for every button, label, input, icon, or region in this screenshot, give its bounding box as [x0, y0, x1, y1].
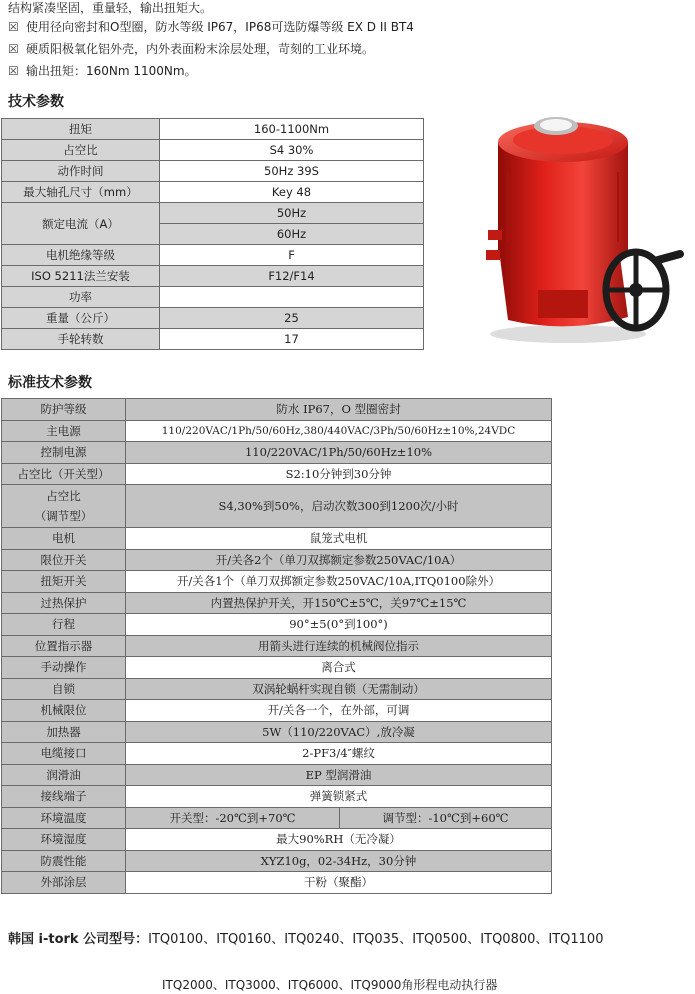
- table-row: [2, 872, 552, 894]
- row-value: 60Hz: [160, 224, 424, 245]
- row-value: [160, 287, 424, 308]
- row-value: F12/F14: [160, 266, 424, 287]
- row-label: 环境温度: [2, 807, 126, 829]
- row-value: 90°±5(0°到100°): [126, 614, 552, 636]
- row-value: 110/220VAC/1Ph/50/60Hz,380/440VAC/3Ph/50/60Hz±10%,24VDC: [126, 420, 552, 442]
- intro-bullet: [8, 19, 414, 35]
- row-value: 开/关各一个，在外部，可调: [126, 700, 552, 722]
- table-row: [2, 442, 552, 464]
- table-row: [2, 657, 552, 679]
- row-label: 环境湿度: [2, 829, 126, 851]
- row-label: 防护等级: [2, 399, 126, 421]
- table-row: [2, 829, 552, 851]
- table-row: [2, 549, 552, 571]
- model-list-label: 韩国 i-tork 公司型号：: [8, 932, 149, 947]
- row-label: 主电源: [2, 420, 126, 442]
- row-label: 润滑油: [2, 764, 126, 786]
- row-value: S4 30%: [160, 140, 424, 161]
- row-value: 最大90%RH（无冷凝）: [126, 829, 552, 851]
- table-row: [2, 700, 552, 722]
- row-label: 扭矩: [2, 119, 160, 140]
- row-value: 25: [160, 308, 424, 329]
- row-value: 160-1100Nm: [160, 119, 424, 140]
- row-value: 2-PF3/4″螺纹: [126, 743, 552, 765]
- model-list-values: ITQ0100、ITQ0160、ITQ0240、ITQ035、ITQ0500、ITQ0800、ITQ1100: [148, 932, 604, 947]
- table-row: [2, 678, 552, 700]
- row-label: 机械限位: [2, 700, 126, 722]
- table-row: [2, 786, 552, 808]
- row-value: 防水 IP67，O 型圈密封: [126, 399, 552, 421]
- table-row: [2, 203, 424, 224]
- row-label: 重量（公斤）: [2, 308, 160, 329]
- table-row: [2, 182, 424, 203]
- row-label: 防震性能: [2, 850, 126, 872]
- row-label: 位置指示器: [2, 635, 126, 657]
- checkbox-mark-icon: ☒: [8, 42, 19, 56]
- model-list-line-2: ITQ2000、ITQ3000、ITQ6000、ITQ9000角形程电动执行器: [162, 978, 498, 992]
- row-value: 开/关各2个（单刀双掷额定参数250VAC/10A）: [126, 549, 552, 571]
- row-label: 电缆接口: [2, 743, 126, 765]
- row-value: 鼠笼式电机: [126, 528, 552, 550]
- table-row: [2, 635, 552, 657]
- row-label: 占空比（开关型）: [2, 463, 126, 485]
- checkbox-mark-icon: ☒: [8, 64, 19, 78]
- table-row: [2, 463, 552, 485]
- row-label: 接线端子: [2, 786, 126, 808]
- row-value: 弹簧锁紧式: [126, 786, 552, 808]
- row-label: 扭矩开关: [2, 571, 126, 593]
- row-label: 最大轴孔尺寸（mm）: [2, 182, 160, 203]
- intro-bullet: [8, 63, 197, 79]
- intro-line: 结构紧凑坚固，重量轻，输出扭矩大。: [8, 1, 213, 15]
- row-label: 自锁: [2, 678, 126, 700]
- row-value: 内置热保护开关，开150℃±5℃，关97℃±15℃: [126, 592, 552, 614]
- row-value: 用箭头进行连续的机械阀位指示: [126, 635, 552, 657]
- row-value: S4,30%到50%，启动次数300到1200次/小时: [126, 485, 552, 528]
- intro-bullet: [8, 41, 374, 57]
- section-heading-tech: 技术参数: [8, 94, 64, 110]
- table-row: [2, 850, 552, 872]
- row-label: 电机: [2, 528, 126, 550]
- row-value: 17: [160, 329, 424, 350]
- row-value: S2:10分钟到30分钟: [126, 463, 552, 485]
- table-row: [2, 140, 424, 161]
- row-value: 50Hz 39S: [160, 161, 424, 182]
- row-value: F: [160, 245, 424, 266]
- row-label: 占空比 （调节型）: [2, 485, 126, 528]
- row-label: 行程: [2, 614, 126, 636]
- table-row: [2, 721, 552, 743]
- row-label: 过热保护: [2, 592, 126, 614]
- table-row: [2, 764, 552, 786]
- table-row: [2, 329, 424, 350]
- row-value: 干粉（聚酯）: [126, 872, 552, 894]
- table-row: [2, 266, 424, 287]
- row-label: 动作时间: [2, 161, 160, 182]
- model-list-line: [8, 928, 603, 947]
- table-row: [2, 528, 552, 550]
- row-label: 控制电源: [2, 442, 126, 464]
- row-label: 占空比: [2, 140, 160, 161]
- intro-bullet-text: 使用径向密封和O型圈，防水等级 IP67，IP68可选防爆等级 EX D II BT4: [26, 20, 414, 34]
- table-row: [2, 485, 552, 528]
- tech-params-table: [1, 118, 424, 350]
- row-label: 限位开关: [2, 549, 126, 571]
- table-row: [2, 614, 552, 636]
- row-value: 5W（110/220VAC）,放冷凝: [126, 721, 552, 743]
- table-row: [2, 399, 552, 421]
- row-value: 50Hz: [160, 203, 424, 224]
- row-label: 功率: [2, 287, 160, 308]
- table-row: [2, 571, 552, 593]
- row-label: ISO 5211法兰安装: [2, 266, 160, 287]
- row-value: 调节型：-10℃到+60℃: [340, 807, 552, 829]
- row-label: 额定电流（A）: [2, 203, 160, 245]
- table-row: [2, 592, 552, 614]
- table-row: [2, 245, 424, 266]
- table-row: [2, 287, 424, 308]
- intro-bullet-text: 输出扭矩：160Nm 1100Nm。: [26, 64, 197, 78]
- table-row: [2, 119, 424, 140]
- row-value: Key 48: [160, 182, 424, 203]
- row-value: 双涡轮蜗杆实现自锁（无需制动）: [126, 678, 552, 700]
- table-row: [2, 161, 424, 182]
- actuator-product-image: [468, 112, 688, 350]
- checkbox-mark-icon: ☒: [8, 20, 19, 34]
- row-label: 电机绝缘等级: [2, 245, 160, 266]
- table-row: [2, 420, 552, 442]
- row-label: 手轮转数: [2, 329, 160, 350]
- intro-bullet-text: 硬质阳极氧化铝外壳，内外表面粉末涂层处理，苛刻的工业环境。: [26, 42, 375, 56]
- table-row: [2, 743, 552, 765]
- row-label: 加热器: [2, 721, 126, 743]
- row-value: XYZ10g，02-34Hz，30分钟: [126, 850, 552, 872]
- row-value: 离合式: [126, 657, 552, 679]
- row-label: 外部涂层: [2, 872, 126, 894]
- table-row: [2, 807, 552, 829]
- row-value: 开关型：-20℃到+70℃: [126, 807, 340, 829]
- row-value: EP 型润滑油: [126, 764, 552, 786]
- section-heading-standard: 标准技术参数: [8, 375, 92, 391]
- row-value: 110/220VAC/1Ph/50/60Hz±10%: [126, 442, 552, 464]
- table-row: [2, 308, 424, 329]
- row-value: 开/关各1个（单刀双掷额定参数250VAC/10A,ITQ0100除外）: [126, 571, 552, 593]
- row-label: 手动操作: [2, 657, 126, 679]
- standard-params-table: [1, 398, 552, 894]
